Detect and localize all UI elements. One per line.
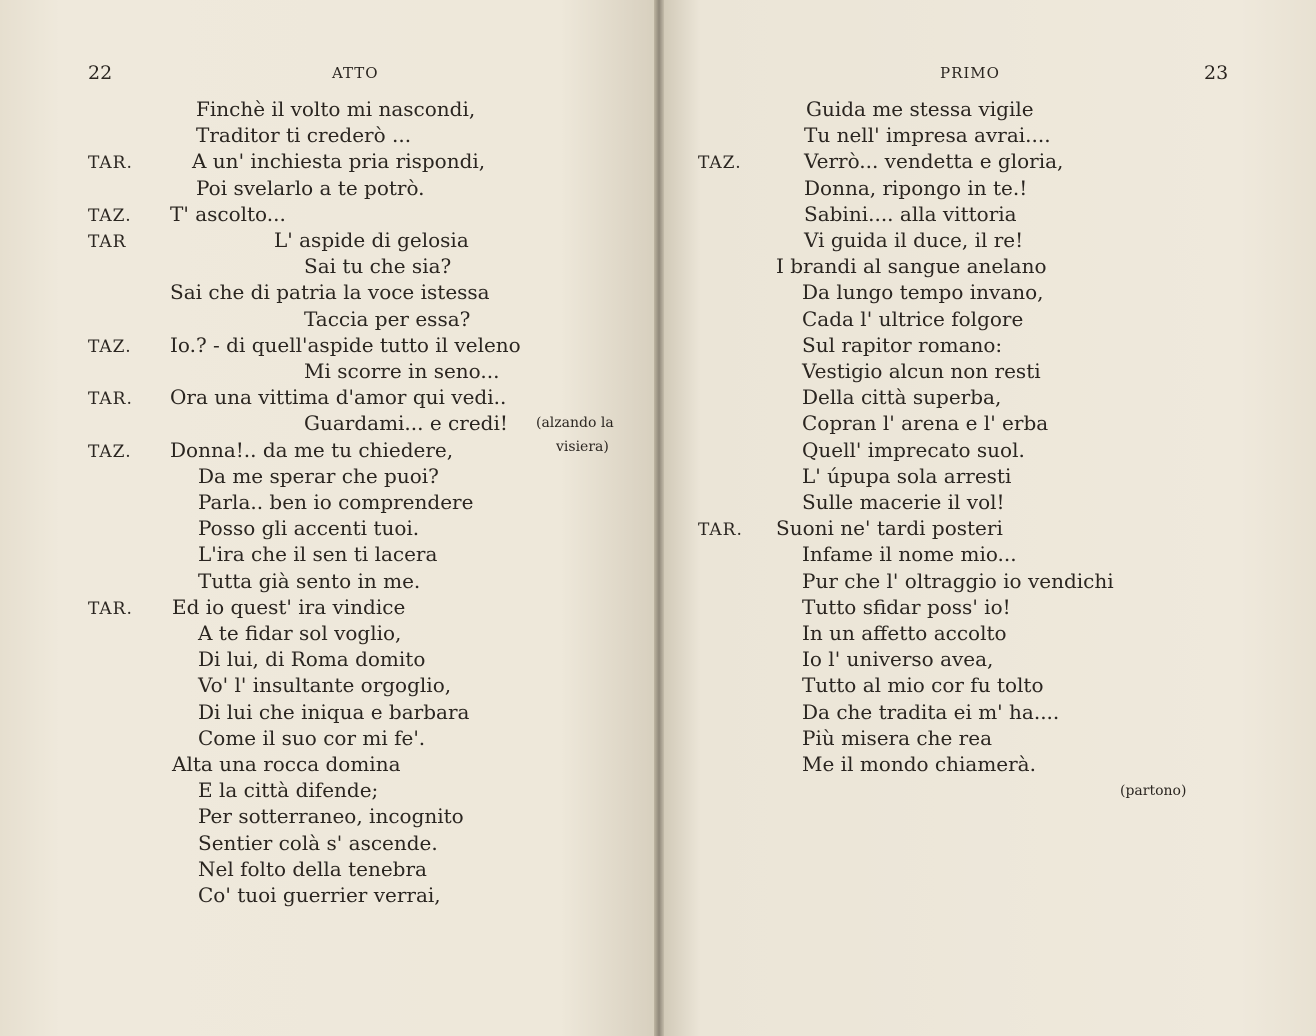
verse-line: Come il suo cor mi fe'. xyxy=(198,725,426,750)
verse-line: Taccia per essa? xyxy=(304,306,471,331)
verse-line: A te fidar sol voglio, xyxy=(198,621,402,645)
book-gutter xyxy=(654,0,664,1036)
running-head: ATTO xyxy=(332,64,379,82)
stage-direction: visiera) xyxy=(556,439,609,455)
verse-line: Suoni ne' tardi posteri xyxy=(776,516,1003,541)
verse-line: Sentier colà s' ascende. xyxy=(198,830,438,855)
verse-line: Di lui, di Roma domito xyxy=(198,647,426,672)
page-number: 22 xyxy=(88,62,113,84)
verse-line: Infame il nome mio... xyxy=(802,542,1017,567)
verse-line: Mi scorre in seno... xyxy=(304,359,500,383)
verse-line: Cada l' ultrice folgore xyxy=(802,306,1024,331)
verse-line: Finchè il volto mi nascondi, xyxy=(196,97,476,121)
verse-line: Tutto sfidar poss' io! xyxy=(802,594,1011,619)
verse-line: Co' tuoi guerrier verrai, xyxy=(198,883,441,907)
verse-line: E la città difende; xyxy=(198,778,379,803)
verse-line: Per sotterraneo, incognito xyxy=(198,804,464,829)
verse-line: Da me sperar che puoi? xyxy=(198,463,439,488)
verse-line: Quell' imprecato suol. xyxy=(802,437,1025,462)
verse-line: Guardami... e credi! xyxy=(304,411,508,436)
verse-line: Nel folto della tenebra xyxy=(198,856,427,881)
verse-line: Verrò... vendetta e gloria, xyxy=(804,149,1064,174)
verse-line: Tu nell' impresa avrai.... xyxy=(804,123,1051,148)
verse-line: Alta una rocca domina xyxy=(172,752,401,776)
speaker-label: TAR. xyxy=(698,520,743,541)
verse-line: Vi guida il duce, il re! xyxy=(804,228,1024,252)
verse-line: Pur che l' oltraggio io vendichi xyxy=(802,568,1114,593)
verse-line: Sai che di patria la voce istessa xyxy=(170,280,490,305)
speaker-label: TAZ. xyxy=(88,441,132,462)
verse-line: Donna!.. da me tu chiedere, xyxy=(170,437,454,462)
speaker-label: TAR xyxy=(88,232,127,252)
verse-line: Vo' l' insultante orgoglio, xyxy=(198,673,452,698)
verse-line: Sul rapitor romano: xyxy=(802,332,1003,357)
speaker-label: TAZ. xyxy=(88,336,132,357)
speaker-label: TAR. xyxy=(88,389,133,410)
verse-line: Vestigio alcun non resti xyxy=(802,359,1041,383)
verse-line: Da che tradita ei m' ha.... xyxy=(802,699,1060,724)
verse-line: Ed io quest' ira vindice xyxy=(172,594,406,619)
stage-direction: (partono) xyxy=(1120,783,1187,799)
verse-line: Me il mondo chiamerà. xyxy=(802,752,1036,776)
verse-line: Della città superba, xyxy=(802,385,1002,410)
verse-line: Tutto al mio cor fu tolto xyxy=(802,673,1044,698)
verse-line: Di lui che iniqua e barbara xyxy=(198,699,470,724)
speaker-label: TAZ. xyxy=(88,205,132,226)
verse-line: Poi svelarlo a te potrò. xyxy=(196,175,425,200)
speaker-label: TAZ. xyxy=(698,153,742,174)
verse-line: Più misera che rea xyxy=(802,725,992,750)
stage-direction: (alzando la xyxy=(536,415,614,431)
verse-line: Tutta già sento in me. xyxy=(198,568,421,593)
verse-line: Da lungo tempo invano, xyxy=(802,280,1044,305)
verse-line: Ora una vittima d'amor qui vedi.. xyxy=(170,385,507,410)
right-page xyxy=(660,0,1316,1036)
running-head: PRIMO xyxy=(940,64,1000,82)
verse-line: Traditor ti crederò ... xyxy=(196,123,412,148)
verse-line: I brandi al sangue anelano xyxy=(776,254,1047,279)
verse-line: Guida me stessa vigile xyxy=(806,97,1034,121)
speaker-label: TAR. xyxy=(88,598,133,619)
verse-line: Sulle macerie il vol! xyxy=(802,490,1005,514)
verse-line: Parla.. ben io comprendere xyxy=(198,490,474,514)
verse-line: Io.? - di quell'aspide tutto il veleno xyxy=(170,332,521,357)
verse-line: Io l' universo avea, xyxy=(802,647,994,672)
verse-line: L'ira che il sen ti lacera xyxy=(198,542,438,567)
verse-line: L' úpupa sola arresti xyxy=(802,463,1012,488)
verse-line: Copran l' arena e l' erba xyxy=(802,411,1049,436)
verse-line: Posso gli accenti tuoi. xyxy=(198,516,420,541)
verse-line: A un' inchiesta pria rispondi, xyxy=(192,149,486,174)
verse-line: T' ascolto... xyxy=(170,201,286,226)
verse-line: L' aspide di gelosia xyxy=(274,228,469,252)
verse-line: Donna, ripongo in te.! xyxy=(804,175,1028,200)
speaker-label: TAR. xyxy=(88,153,133,174)
verse-line: In un affetto accolto xyxy=(802,621,1007,645)
verse-line: Sabini.... alla vittoria xyxy=(804,201,1017,226)
page-number: 23 xyxy=(1204,62,1229,84)
verse-line: Sai tu che sia? xyxy=(304,254,452,279)
